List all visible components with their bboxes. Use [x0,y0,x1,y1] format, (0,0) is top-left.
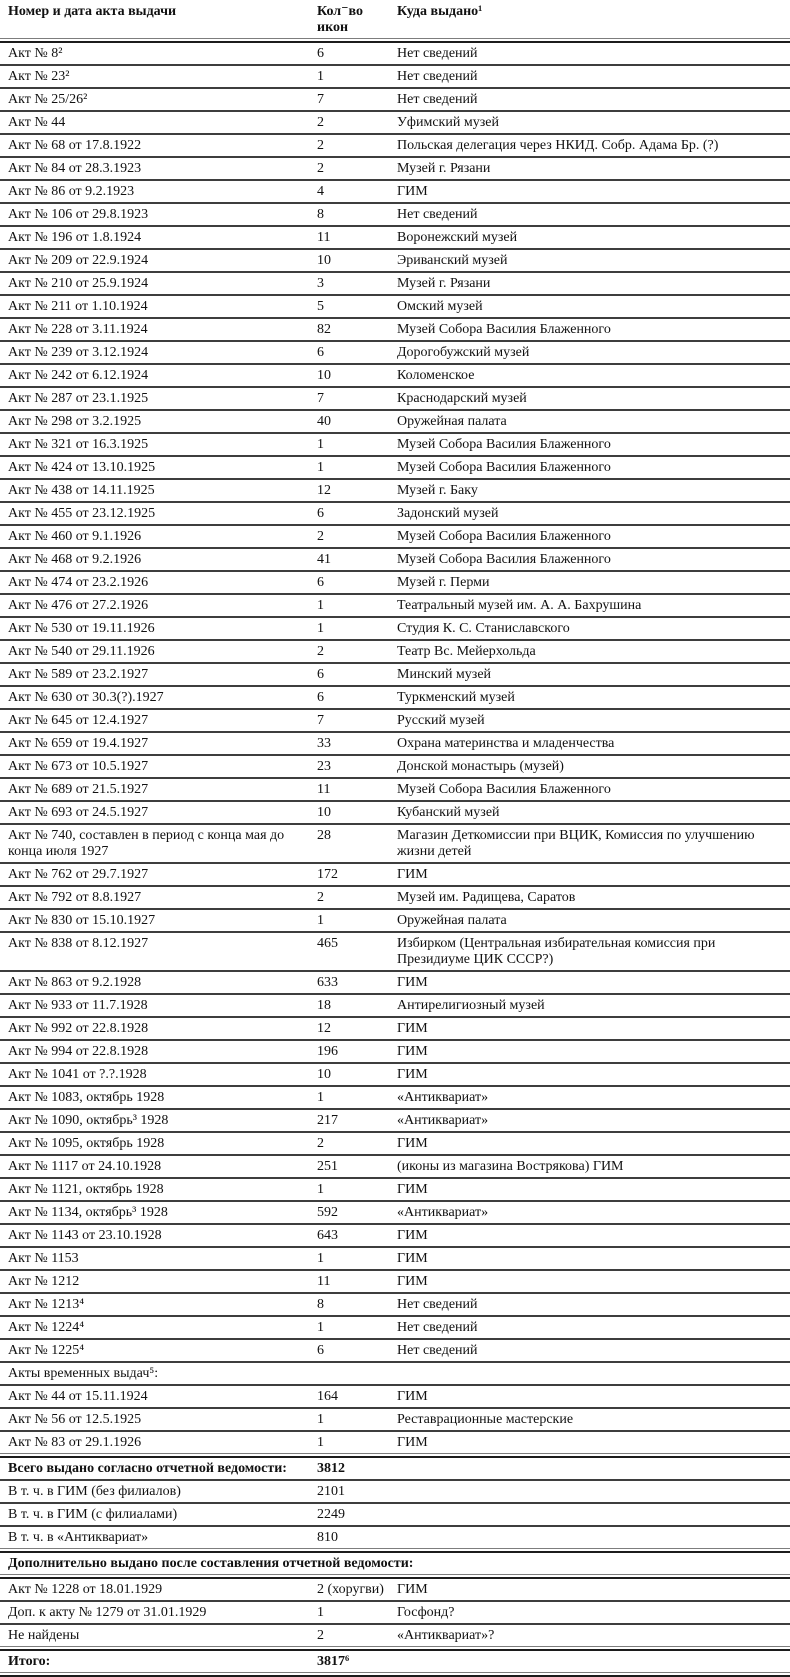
cell-destination: «Антиквариат»? [397,1628,495,1643]
cell-destination: Реставрационные мастерские [397,1412,574,1427]
cell-act-number-date: Всего выдано согласно отчетной ведомости: [8,1461,287,1476]
cell-destination: «Антиквариат» [397,1205,489,1220]
cell-icon-count: 1 [317,460,324,475]
cell-icon-count: 810 [317,1530,338,1545]
cell-act-number-date: В т. ч. в ГИМ (без филиалов) [8,1484,181,1499]
cell-destination: Театральный музей им. А. А. Бахрушина [397,598,642,613]
cell-act-number-date: Акт № 673 от 10.5.1927 [8,759,149,774]
cell-act-number-date: Акт № 1143 от 23.10.1928 [8,1228,162,1243]
table-row [0,227,790,248]
cell-icon-count: 196 [317,1044,338,1059]
cell-icon-count: 164 [317,1389,338,1404]
cell-icon-count: 40 [317,414,331,429]
cell-destination: «Антиквариат» [397,1090,489,1105]
column-header-icon-count: Кол⁻во икон [317,4,363,35]
cell-act-number-date: Акт № 645 от 12.4.1927 [8,713,149,728]
cell-icon-count: 251 [317,1159,338,1174]
cell-icon-count: 28 [317,828,331,843]
section-label: Акты временных выдач⁵: [8,1366,159,1381]
cell-icon-count: 1 [317,1251,324,1266]
cell-icon-count: 1 [317,598,324,613]
cell-act-number-date: Акт № 1083, октябрь 1928 [8,1090,165,1105]
cell-act-number-date: Акт № 424 от 13.10.1925 [8,460,156,475]
cell-destination: Музей Собора Василия Блаженного [397,460,611,475]
table-row [0,135,790,156]
table-row [0,1340,790,1361]
cell-destination: ГИМ [397,1251,428,1266]
column-header-act-number-date: Номер и дата акта выдачи [8,4,177,19]
table-row [0,1527,790,1548]
cell-destination: Театр Вс. Мейерхольда [397,644,536,659]
cell-act-number-date: Акт № 25/26² [8,92,88,107]
cell-act-number-date: Акт № 474 от 23.2.1926 [8,575,149,590]
cell-act-number-date: Акт № 830 от 15.10.1927 [8,913,156,928]
cell-icon-count: 23 [317,759,331,774]
cell-destination: Омский музей [397,299,483,314]
cell-icon-count: 10 [317,1067,331,1082]
cell-icon-count: 1 [317,1435,324,1450]
table-row [0,1110,790,1131]
table-row [0,1087,790,1108]
cell-icon-count: 41 [317,552,331,567]
cell-destination: (иконы из магазина Вострякова) ГИМ [397,1159,624,1174]
table-row [0,112,790,133]
cell-destination: Краснодарский музей [397,391,527,406]
cell-act-number-date: Акт № 992 от 22.8.1928 [8,1021,149,1036]
cell-act-number-date: Акт № 44 [8,115,66,130]
cell-act-number-date: Акт № 8² [8,46,63,61]
table-row [0,89,790,110]
cell-destination: Музей им. Радищева, Саратов [397,890,576,905]
cell-icon-count: 7 [317,92,324,107]
cell-act-number-date: В т. ч. в «Антиквариат» [8,1530,149,1545]
table-row [0,250,790,271]
cell-act-number-date: Акт № 933 от 11.7.1928 [8,998,148,1013]
cell-icon-count: 82 [317,322,331,337]
cell-destination: Нет сведений [397,46,478,61]
cell-icon-count: 2 [317,890,324,905]
cell-act-number-date: Акт № 1090, октябрь³ 1928 [8,1113,169,1128]
cell-destination: ГИМ [397,867,428,882]
cell-destination: Музей Собора Василия Блаженного [397,782,611,797]
table-row [0,910,790,931]
cell-icon-count: 1 [317,1320,324,1335]
cell-icon-count: 2101 [317,1484,345,1499]
cell-icon-count: 6 [317,345,324,360]
table-row [0,1133,790,1154]
cell-act-number-date: Акт № 530 от 19.11.1926 [8,621,155,636]
cell-act-number-date: Акт № 68 от 17.8.1922 [8,138,142,153]
cell-icon-count: 1 [317,1090,324,1105]
cell-destination: ГИМ [397,1021,428,1036]
cell-act-number-date: Акт № 740, составлен в период с конца мая до конца июля 1927 [8,828,285,859]
cell-icon-count: 11 [317,782,331,797]
cell-destination: Нет сведений [397,92,478,107]
cell-icon-count: 1 [317,621,324,636]
cell-destination: Музей г. Рязани [397,276,491,291]
cell-destination: ГИМ [397,975,428,990]
table-row [0,1202,790,1223]
table-bottom-border [0,1672,790,1677]
cell-destination: ГИМ [397,1228,428,1243]
cell-destination: Студия К. С. Станиславского [397,621,570,636]
cell-icon-count: 2 [317,1136,324,1151]
cell-icon-count: 172 [317,867,338,882]
cell-icon-count: 10 [317,805,331,820]
table-row [0,1179,790,1200]
cell-icon-count: 465 [317,936,338,951]
table-row [0,595,790,616]
section-label: Дополнительно выдано после составления отчетной ведомости: [8,1556,414,1571]
cell-act-number-date: Акт № 589 от 23.2.1927 [8,667,149,682]
cell-act-number-date: В т. ч. в ГИМ (с филиалами) [8,1507,178,1522]
cell-destination: Коломенское [397,368,475,383]
cell-destination: Нет сведений [397,1320,478,1335]
table-row [0,802,790,823]
cell-icon-count: 2 (хоругви) [317,1582,384,1597]
cell-icon-count: 2 [317,644,324,659]
cell-icon-count: 8 [317,1297,324,1312]
cell-act-number-date: Акт № 1134, октябрь³ 1928 [8,1205,168,1220]
cell-icon-count: 2 [317,138,324,153]
cell-destination: Польская делегация через НКИД. Собр. Адама Бр. (?) [397,138,719,153]
table-header-row [0,0,790,38]
cell-act-number-date: Акт № 1212 [8,1274,80,1289]
cell-icon-count: 1 [317,437,324,452]
table-row [0,1432,790,1453]
cell-act-number-date: Итого: [8,1654,51,1669]
cell-act-number-date: Акт № 239 от 3.12.1924 [8,345,149,360]
table-row [0,411,790,432]
cell-icon-count: 7 [317,391,324,406]
table-row [0,1156,790,1177]
cell-icon-count: 2 [317,115,324,130]
table-row [0,933,790,970]
column-header-destination: Куда выдано¹ [397,4,483,19]
table-row [0,1248,790,1269]
cell-act-number-date: Акт № 438 от 14.11.1925 [8,483,155,498]
cell-icon-count: 10 [317,253,331,268]
cell-destination: Нет сведений [397,1343,478,1358]
cell-act-number-date: Акт № 693 от 24.5.1927 [8,805,149,820]
cell-icon-count: 3817⁶ [317,1654,350,1669]
cell-icon-count: 6 [317,667,324,682]
cell-destination: Уфимский музей [397,115,499,130]
table-row [0,995,790,1016]
cell-act-number-date: Акт № 196 от 1.8.1924 [8,230,142,245]
cell-icon-count: 7 [317,713,324,728]
table-row [0,864,790,885]
cell-destination: Нет сведений [397,69,478,84]
cell-act-number-date: Акт № 1225⁴ [8,1343,85,1358]
cell-act-number-date: Акт № 84 от 28.3.1923 [8,161,142,176]
cell-icon-count: 1 [317,1182,324,1197]
cell-act-number-date: Акт № 1228 от 18.01.1929 [8,1582,163,1597]
cell-icon-count: 12 [317,483,331,498]
cell-destination: ГИМ [397,1182,428,1197]
table-row [0,434,790,455]
section-row [0,1553,790,1574]
cell-icon-count: 2 [317,1628,324,1643]
section-row [0,1363,790,1384]
cell-destination: ГИМ [397,1389,428,1404]
cell-destination: Донской монастырь (музей) [397,759,564,774]
cell-icon-count: 6 [317,506,324,521]
cell-act-number-date: Акт № 1041 от ?.?.1928 [8,1067,147,1082]
cell-destination: Оружейная палата [397,414,507,429]
table-row [0,273,790,294]
cell-act-number-date: Акт № 540 от 29.11.1926 [8,644,155,659]
table-row [0,1409,790,1430]
table-row [0,204,790,225]
table-row [0,480,790,501]
table-row [0,779,790,800]
table-row [0,641,790,662]
cell-destination: ГИМ [397,1435,428,1450]
table-row [0,66,790,87]
total-row [0,1458,790,1479]
cell-destination: ГИМ [397,184,428,199]
table-row [0,388,790,409]
table-row [0,1386,790,1407]
total-row [0,1651,790,1672]
table-row [0,664,790,685]
table-row [0,572,790,593]
cell-destination: Госфонд? [397,1605,455,1620]
cell-act-number-date: Акт № 44 от 15.11.1924 [8,1389,148,1404]
cell-icon-count: 1 [317,69,324,84]
cell-destination: Задонский музей [397,506,499,521]
cell-icon-count: 11 [317,1274,331,1289]
cell-icon-count: 8 [317,207,324,222]
cell-destination: Магазин Деткомиссии при ВЦИК, Комиссия по улучшению жизни детей [397,828,755,859]
table-row [0,1018,790,1039]
cell-icon-count: 5 [317,299,324,314]
cell-destination: Воронежский музей [397,230,518,245]
cell-icon-count: 217 [317,1113,338,1128]
table-row [0,1041,790,1062]
table-row [0,1481,790,1502]
cell-destination: Нет сведений [397,207,478,222]
cell-act-number-date: Акт № 1117 от 24.10.1928 [8,1159,162,1174]
cell-act-number-date: Акт № 83 от 29.1.1926 [8,1435,142,1450]
cell-act-number-date: Акт № 209 от 22.9.1924 [8,253,149,268]
cell-icon-count: 2 [317,161,324,176]
cell-icon-count: 10 [317,368,331,383]
cell-icon-count: 643 [317,1228,338,1243]
cell-destination: ГИМ [397,1274,428,1289]
cell-destination: Музей Собора Василия Блаженного [397,322,611,337]
cell-icon-count: 6 [317,46,324,61]
cell-act-number-date: Акт № 994 от 22.8.1928 [8,1044,149,1059]
cell-act-number-date: Акт № 210 от 25.9.1924 [8,276,149,291]
cell-destination: Музей г. Рязани [397,161,491,176]
cell-act-number-date: Акт № 762 от 29.7.1927 [8,867,149,882]
cell-icon-count: 4 [317,184,324,199]
cell-act-number-date: Акт № 1224⁴ [8,1320,85,1335]
cell-destination: Туркменский музей [397,690,515,705]
cell-act-number-date: Акт № 838 от 8.12.1927 [8,936,149,951]
cell-destination: Антирелигиозный музей [397,998,545,1013]
cell-act-number-date: Акт № 630 от 30.3(?).1927 [8,690,164,705]
table-row [0,365,790,386]
table-row [0,457,790,478]
cell-act-number-date: Акт № 455 от 23.12.1925 [8,506,156,521]
cell-icon-count: 3 [317,276,324,291]
cell-destination: Музей Собора Василия Блаженного [397,552,611,567]
table-row [0,503,790,524]
cell-icon-count: 2 [317,529,324,544]
cell-destination: Минский музей [397,667,492,682]
cell-destination: Нет сведений [397,1297,478,1312]
cell-destination: «Антиквариат» [397,1113,489,1128]
cell-act-number-date: Акт № 1153 [8,1251,79,1266]
table-row [0,526,790,547]
cell-icon-count: 592 [317,1205,338,1220]
cell-icon-count: 1 [317,1412,324,1427]
table-row [0,1064,790,1085]
table-row [0,1294,790,1315]
cell-act-number-date: Акт № 792 от 8.8.1927 [8,890,142,905]
cell-act-number-date: Акт № 242 от 6.12.1924 [8,368,149,383]
cell-destination: Русский музей [397,713,485,728]
cell-act-number-date: Акт № 1095, октябрь 1928 [8,1136,165,1151]
cell-act-number-date: Акт № 476 от 27.2.1926 [8,598,149,613]
table-body [0,38,790,1677]
cell-destination: ГИМ [397,1582,428,1597]
table-row [0,319,790,340]
cell-icon-count: 633 [317,975,338,990]
cell-destination: Кубанский музей [397,805,500,820]
cell-act-number-date: Акт № 86 от 9.2.1923 [8,184,135,199]
table-row [0,296,790,317]
cell-act-number-date: Доп. к акту № 1279 от 31.01.1929 [8,1605,207,1620]
cell-icon-count: 18 [317,998,331,1013]
cell-icon-count: 1 [317,1605,324,1620]
table-row [0,1504,790,1525]
cell-icon-count: 2249 [317,1507,345,1522]
cell-destination: Охрана материнства и младенчества [397,736,615,751]
table-row [0,710,790,731]
cell-act-number-date: Акт № 468 от 9.2.1926 [8,552,142,567]
cell-destination: Избирком (Центральная избирательная комиссия при Президиуме ЦИК СССР?) [397,936,716,967]
cell-act-number-date: Акт № 228 от 3.11.1924 [8,322,148,337]
cell-icon-count: 3812 [317,1461,345,1476]
cell-icon-count: 12 [317,1021,331,1036]
table-row [0,825,790,862]
cell-act-number-date: Акт № 287 от 23.1.1925 [8,391,149,406]
cell-act-number-date: Акт № 106 от 29.8.1923 [8,207,149,222]
cell-destination: ГИМ [397,1044,428,1059]
cell-destination: Дорогобужский музей [397,345,530,360]
table-row [0,181,790,202]
table-row [0,972,790,993]
cell-act-number-date: Акт № 863 от 9.2.1928 [8,975,142,990]
cell-icon-count: 6 [317,575,324,590]
cell-act-number-date: Акт № 460 от 9.1.1926 [8,529,142,544]
cell-icon-count: 33 [317,736,331,751]
table-row [0,687,790,708]
table-row [0,756,790,777]
cell-act-number-date: Акт № 1121, октябрь 1928 [8,1182,164,1197]
cell-destination: Музей г. Баку [397,483,478,498]
cell-destination: ГИМ [397,1136,428,1151]
table-row [0,1625,790,1646]
cell-destination: Музей г. Перми [397,575,490,590]
cell-destination: Эриванский музей [397,253,508,268]
table-row [0,1271,790,1292]
table-row [0,733,790,754]
table-row [0,1317,790,1338]
cell-icon-count: 6 [317,1343,324,1358]
cell-act-number-date: Акт № 1213⁴ [8,1297,85,1312]
cell-icon-count: 1 [317,913,324,928]
table-row [0,342,790,363]
table-row [0,1602,790,1623]
cell-destination: Музей Собора Василия Блаженного [397,529,611,544]
table-row [0,158,790,179]
cell-act-number-date: Не найдены [8,1628,80,1643]
cell-act-number-date: Акт № 56 от 12.5.1925 [8,1412,142,1427]
cell-act-number-date: Акт № 23² [8,69,70,84]
table-row [0,1579,790,1600]
cell-destination: Музей Собора Василия Блаженного [397,437,611,452]
cell-act-number-date: Акт № 211 от 1.10.1924 [8,299,148,314]
cell-act-number-date: Акт № 659 от 19.4.1927 [8,736,149,751]
cell-act-number-date: Акт № 689 от 21.5.1927 [8,782,149,797]
cell-destination: ГИМ [397,1067,428,1082]
cell-icon-count: 6 [317,690,324,705]
table-row [0,549,790,570]
table-row [0,887,790,908]
table-row [0,618,790,639]
table-row [0,43,790,64]
cell-destination: Оружейная палата [397,913,507,928]
table-row [0,1225,790,1246]
cell-act-number-date: Акт № 321 от 16.3.1925 [8,437,149,452]
cell-icon-count: 11 [317,230,331,245]
cell-act-number-date: Акт № 298 от 3.2.1925 [8,414,142,429]
